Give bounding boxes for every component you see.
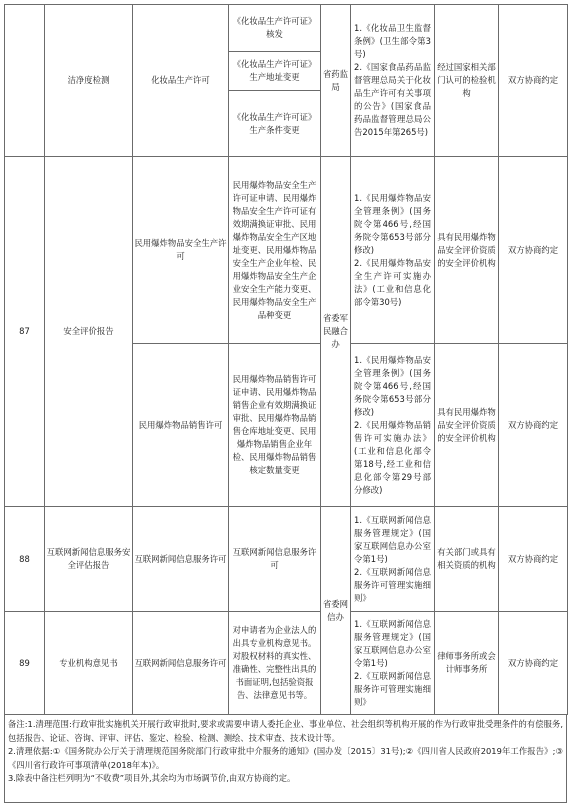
sub-item-cell: 《化妆品生产许可证》核发: [229, 5, 321, 52]
sub-item-cell: 《化妆品生产许可证》生产地址变更: [229, 52, 321, 91]
legal-basis-cell: 1.《互联网新闻信息服务管理规定》(国家互联网信息办公室令第1号) 2.《互联网新闻信息服务许可管理实施细则》: [351, 507, 435, 612]
service-name-cell: 安全评价报告: [45, 157, 133, 507]
department-cell: 省委军民融合办: [321, 157, 351, 507]
sub-item-cell: 民用爆炸物品销售许可证申请、民用爆炸物品销售企业有效期满换证审批、民用爆炸物品销售仓库地址变更、民用爆炸物品销售企业年检、民用爆炸物品销售核定数量变更: [229, 344, 321, 507]
table-row: [5, 612, 568, 715]
notes-box: [4, 714, 567, 803]
sub-item-cell: 互联网新闻信息服务许可: [229, 507, 321, 612]
note-basis: 2.清理依据:①《国务院办公厅关于清理规范国务院部门行政审批中介服务的通知》(国办发〔2015〕31号);②《四川省人民政府2019年工作报告》;③《四川省行政许可事项清单(2018年本)》。: [8, 746, 563, 770]
provider-cell: 经过国家相关部门认可的检验机构: [435, 5, 499, 157]
fee-cell: 双方协商约定: [499, 507, 568, 612]
sub-item-cell: 民用爆炸物品安全生产许可证申请、民用爆炸物品安全生产许可证有效期满换证审批、民用爆炸物品安全生产区地址变更、民用爆炸物品安全生产企业年检、民用爆炸物品安全生产企业安全生产能力变更、民用爆炸物品安全生产品种变更: [229, 157, 321, 344]
note-scope: 备注:1.清理范围:行政审批实施机关开展行政审批时,要求或需要申请人委托企业、事业单位、社会组织等机构开展的作为行政审批受理条件的有偿服务,包括报告、论证、咨询、评审、评估、鉴定、检验、检测、测绘、技术审查、技术设计等。: [8, 719, 563, 743]
permit-name-cell: 化妆品生产许可: [133, 5, 229, 157]
department-cell: 省药监局: [321, 5, 351, 157]
fee-cell: 双方协商约定: [499, 5, 568, 157]
legal-basis-cell: 1.《互联网新闻信息服务管理规定》(国家互联网信息办公室令第1号) 2.《互联网新闻信息服务许可管理实施细则》: [351, 612, 435, 715]
provider-cell: 具有民用爆炸物品安全评价资质的安全评价机构: [435, 344, 499, 507]
legal-basis-cell: 1.《民用爆炸物品安全管理条例》(国务院令第466号,经国务院令第653号部分修改) 2.《民用爆炸物品销售许可实施办法》(工业和信息化部令第18号,经工业和信息化部令第29号部分修改): [351, 344, 435, 507]
fee-cell: 双方协商约定: [499, 157, 568, 344]
table-row: [5, 507, 568, 612]
permit-name-cell: 民用爆炸物品销售许可: [133, 344, 229, 507]
legal-basis-cell: 1.《化妆品卫生监督条例》(卫生部令第3号) 2.《国家食品药品监督管理总局关于化妆品生产许可有关事项的公告》(国家食品药品监督管理总局公告2015年第265号): [351, 5, 435, 157]
sub-item-cell: 《化妆品生产许可证》生产条件变更: [229, 91, 321, 157]
provider-cell: 律师事务所或会计师事务所: [435, 612, 499, 715]
table-row: [5, 5, 568, 52]
service-name-cell: 专业机构意见书: [45, 612, 133, 715]
note-pricing: 3.除表中备注栏列明为“不收费”项目外,其余均为市场调节价,由双方协商约定。: [8, 773, 296, 784]
provider-cell: 具有民用爆炸物品安全评价资质的安全评价机构: [435, 157, 499, 344]
permit-name-cell: 互联网新闻信息服务许可: [133, 612, 229, 715]
row-number-cell: [5, 5, 45, 157]
row-number-cell: 87: [5, 157, 45, 507]
row-number-cell: 88: [5, 507, 45, 612]
legal-basis-cell: 1.《民用爆炸物品安全管理条例》(国务院令第466号,经国务院令第653号部分修改) 2.《民用爆炸物品安全生产许可实施办法》(工业和信息化部令第30号): [351, 157, 435, 344]
row-number-cell: 89: [5, 612, 45, 715]
fee-cell: 双方协商约定: [499, 344, 568, 507]
sub-item-cell: 对申请者为企业法人的出具专业机构意见书。对股权材料的真实性、准确性、完整性出具的书面证明,包括验资报告、法律意见书等。: [229, 612, 321, 715]
intermediary-services-table: [4, 4, 568, 715]
table-row: [5, 157, 568, 344]
department-cell: 省委网信办: [321, 507, 351, 715]
permit-name-cell: 互联网新闻信息服务许可: [133, 507, 229, 612]
provider-cell: 有关部门或具有相关资质的机构: [435, 507, 499, 612]
service-name-cell: 洁净度检测: [45, 5, 133, 157]
permit-name-cell: 民用爆炸物品安全生产许可: [133, 157, 229, 344]
service-name-cell: 互联网新闻信息服务安全评估报告: [45, 507, 133, 612]
fee-cell: 双方协商约定: [499, 612, 568, 715]
